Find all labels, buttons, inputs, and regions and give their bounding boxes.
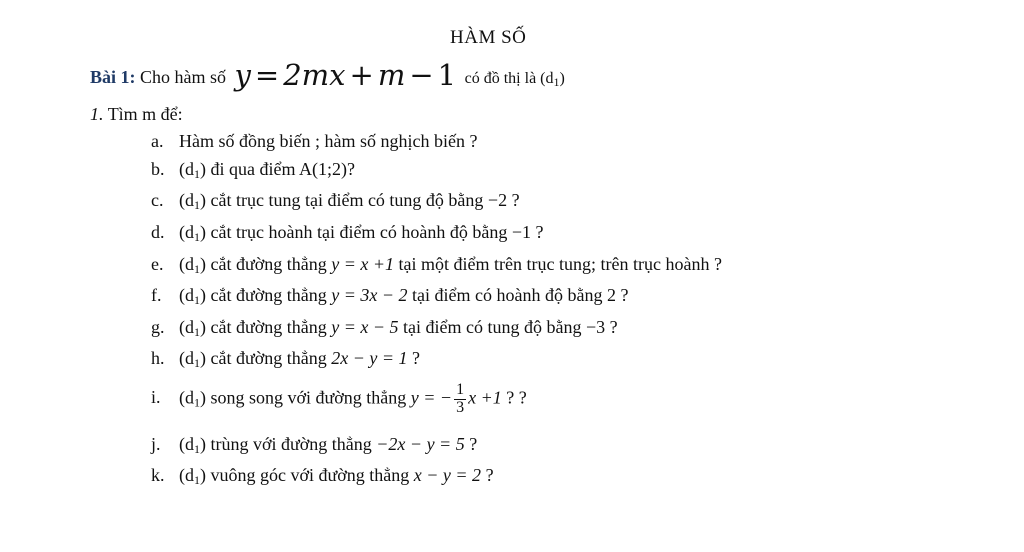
question-h: h. $(d_1)$ cắt đường thẳng 2x − y = 1 ? xyxy=(151,348,421,370)
question-f: f. $(d_1)$ cắt đường thẳng y = 3x − 2 tại điểm có hoành độ bằng 2 ? xyxy=(151,285,629,307)
main-function-formula: y = 2mx + m − 1 xyxy=(234,58,457,92)
question-j: j. $(d_1)$ trùng với đường thẳng −2x − y = 5 ? xyxy=(151,434,478,456)
question-c: c. $(d_1)$ cắt trục tung tại điểm có tung độ bằng −2 ? xyxy=(151,190,520,212)
line-equation: y = x +1 xyxy=(331,254,395,274)
question-k: k. $(d_1)$ vuông góc với đường thẳng x − y = 2 ? xyxy=(151,465,494,487)
document-title: HÀM SỐ xyxy=(450,27,527,48)
line-equation: x − y = 2 xyxy=(413,465,482,485)
question-a: a. Hàm số đồng biến ; hàm số nghịch biến ? xyxy=(151,131,478,151)
fraction-one-third: $\frac{1}{3}$ xyxy=(456,381,465,416)
question-i: i. $(d_1)$ song song với đường thẳng y = − $\frac{1}{3}$ x +1 ? ? xyxy=(151,381,527,416)
question-d: d. $(d_1)$ cắt trục hoành tại điểm có hoành độ bằng −1 ? xyxy=(151,222,544,244)
task-heading: 1. Tìm m để: xyxy=(90,104,183,124)
line-equation: y = x − 5 xyxy=(331,317,399,337)
question-g: g. $(d_1)$ cắt đường thẳng y = x − 5 tại điểm có tung độ bằng −3 ? xyxy=(151,317,618,339)
exercise-label: Bài 1: xyxy=(90,67,136,87)
exercise-header xyxy=(90,58,565,92)
line-equation: y = 3x − 2 xyxy=(331,285,408,305)
line-equation: 2x − y = 1 xyxy=(331,348,408,368)
exercise-intro: Cho hàm số xyxy=(140,67,227,87)
question-b: b. $(d_1)$ đi qua điểm A(1;2)? xyxy=(151,159,355,181)
question-e: e. $(d_1)$ cắt đường thẳng y = x +1 tại một điểm trên trục tung; trên trục hoành ? xyxy=(151,254,722,276)
graph-description: có đồ thị là $(d_1)$ xyxy=(464,70,565,89)
line-equation: −2x − y = 5 xyxy=(376,434,465,454)
